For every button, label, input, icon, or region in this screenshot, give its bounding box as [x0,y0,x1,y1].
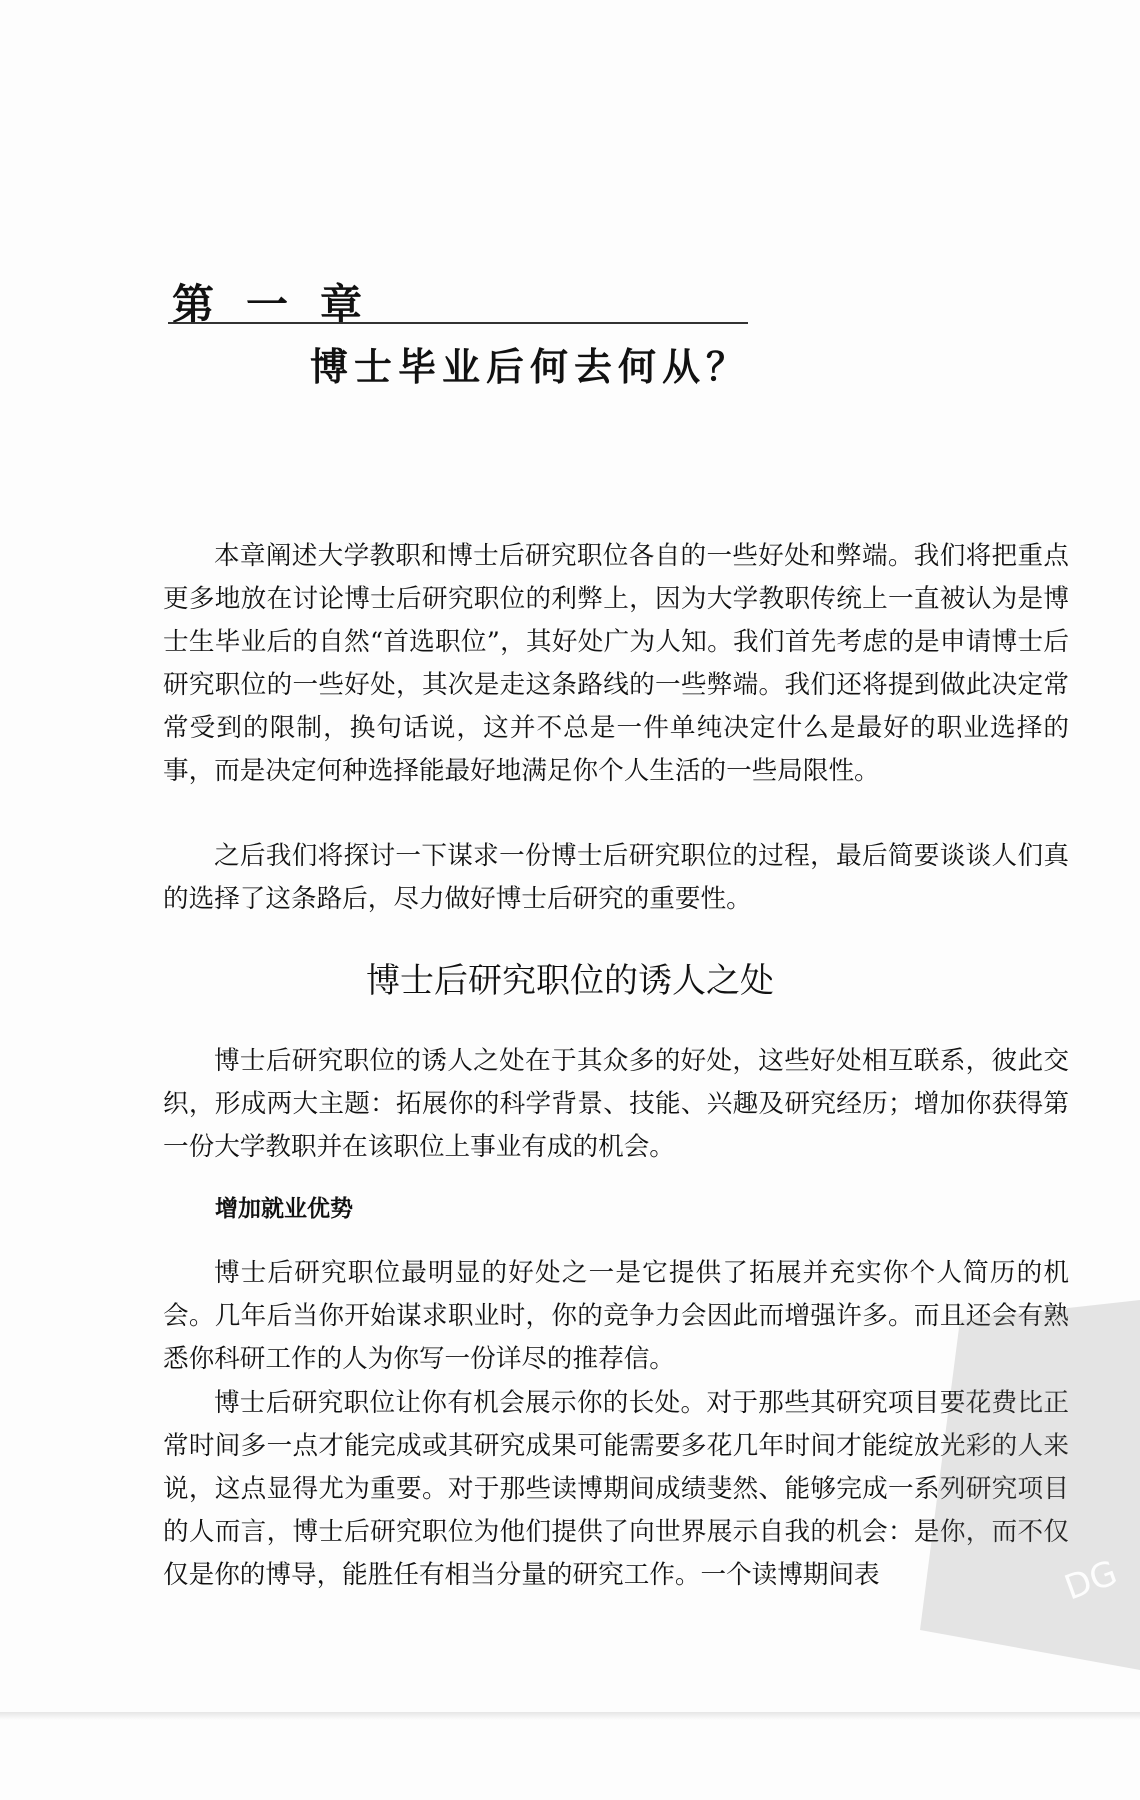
intro-paragraph-2: 之后我们将探讨一下谋求一份博士后研究职位的过程，最后简要谈谈人们真的选择了这条路后，尽力做好博士后研究的重要性。 [163,841,1069,914]
library-watermark [920,1300,1140,1670]
section-heading: 博士后研究职位的诱人之处 [366,961,774,1001]
chapter-rule [168,322,748,324]
section-intro-paragraph: 博士后研究职位的诱人之处在于其众多的好处，这些好处相互联系，彼此交织，形成两大主题：拓展你的科学背景、技能、兴趣及研究经历；增加你获得第一份大学教职并在该职位上事业有成的机会。 [163,1046,1069,1162]
sub-heading: 增加就业优势 [215,1196,353,1222]
chapter-title: 博士毕业后何去何从？ [310,344,751,389]
intro-paragraph-1: 本章阐述大学教职和博士后研究职位各自的一些好处和弊端。我们将把重点更多地放在讨论博士后研究职位的利弊上，因为大学教职传统上一直被认为是博士生毕业后的自然“首选职位”，其好处广为人知。我们首先考虑的是申请博士后研究职位的一些好处，其次是走这条路线的一些弊端。我们还将提到做此决定常常受到的限制，换句话说，这并不总是一件单纯决定什么是最好的职业选择的事，而是决定何种选择能最好地满足你个人生活的一些局限性。 [163,541,1069,786]
page-bottom-shade [0,1712,1140,1720]
sub-paragraph-2: 博士后研究职位让你有机会展示你的长处。对于那些其研究项目要花费比正常时间多一点才能完成或其研究成果可能需要多花几年时间才能绽放光彩的人来说，这点显得尤为重要。对于那些读博期间成绩斐然、能够完成一系列研究项目的人而言，博士后研究职位为他们提供了向世界展示自我的机会：是你，而不仅仅是你的博导，能胜任有相当分量的研究工作。一个读博期间表 [163,1388,1069,1590]
sub-paragraph-1: 博士后研究职位最明显的好处之一是它提供了拓展并充实你个人简历的机会。几年后当你开始谋求职业时，你的竞争力会因此而增强许多。而且还会有熟悉你科研工作的人为你写一份详尽的推荐信。 [163,1258,1069,1374]
chapter-label: 第一章 [172,280,395,329]
watermark-text: DG [1059,1552,1123,1609]
